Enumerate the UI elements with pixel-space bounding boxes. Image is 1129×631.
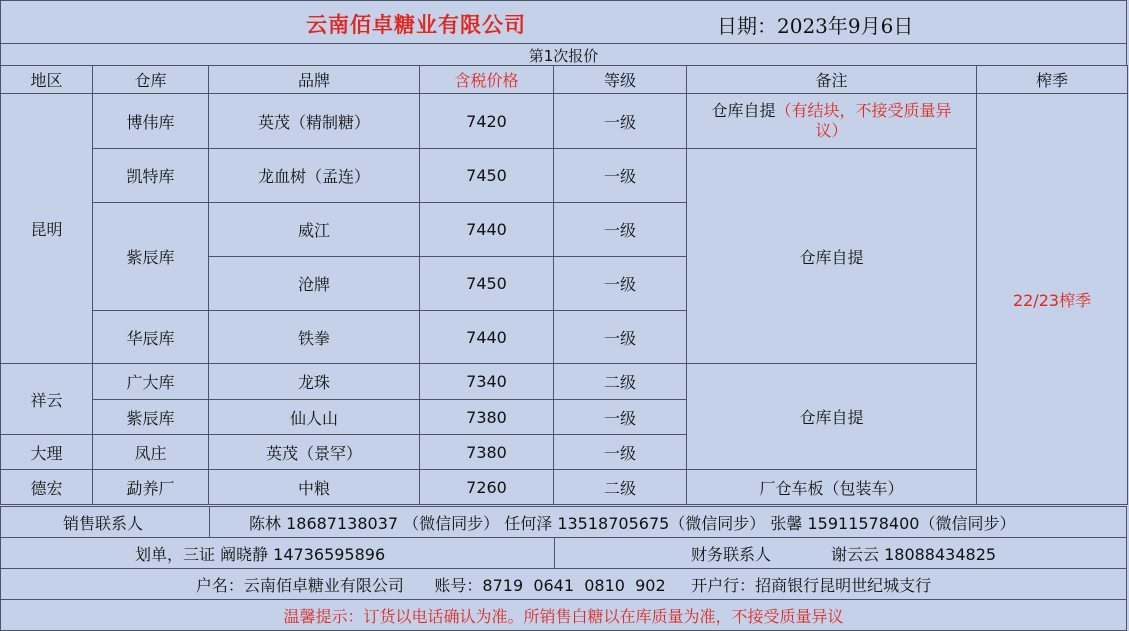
warehouse-cell: 凤庄 — [93, 435, 209, 470]
remark-cell: 仓库自提 — [687, 364, 977, 470]
bank-account: 户名：云南佰卓糖业有限公司 账号：8719 0641 0810 902 开户行：招商银行昆明世纪城支行 — [195, 575, 932, 595]
warm-tip: 温馨提示：订货以电话确认为准。所销售白糖以在库质量为准，不接受质量异议 — [283, 606, 844, 626]
price-cell: 7440 — [420, 311, 554, 364]
brand-cell: 英茂（景罕） — [209, 435, 420, 470]
finance-contact: 谢云云 18088434825 — [831, 544, 997, 564]
brand-cell: 龙血树（孟连） — [209, 149, 420, 203]
table-row — [1, 149, 1128, 203]
grade-cell: 一级 — [554, 94, 687, 149]
tip-row — [0, 600, 1127, 631]
sales-contact-row — [0, 506, 1127, 538]
brand-cell: 威江 — [209, 203, 420, 257]
company-name: 云南佰卓糖业有限公司 — [306, 12, 526, 37]
warehouse-cell: 华辰库 — [93, 311, 209, 364]
col-season-header: 榨季 — [977, 66, 1128, 94]
table-header-row — [1, 66, 1128, 94]
season-cell: 22/23榨季 — [977, 94, 1128, 505]
table-row — [1, 364, 1128, 400]
grade-cell: 二级 — [554, 364, 687, 400]
sales-contacts: 陈林 18687138037 （微信同步） 任何泽 13518705675（微信同步） 张馨 15911578400（微信同步） — [249, 513, 1016, 533]
warehouse-cell: 紫辰库 — [93, 203, 209, 311]
brand-cell: 龙珠 — [209, 364, 420, 400]
remark-cell: 厂仓车板（包装车） — [687, 470, 977, 505]
grade-cell: 一级 — [554, 400, 687, 435]
brand-cell: 仙人山 — [209, 400, 420, 435]
region-cell: 昆明 — [1, 94, 93, 364]
grade-cell: 一级 — [554, 435, 687, 470]
region-cell: 祥云 — [1, 364, 93, 435]
billing-finance-row — [0, 538, 1127, 569]
grade-cell: 一级 — [554, 149, 687, 203]
brand-cell: 英茂（精制糖） — [209, 94, 420, 149]
warehouse-cell: 博伟库 — [93, 94, 209, 149]
region-cell: 德宏 — [1, 470, 93, 505]
warehouse-cell: 广大库 — [93, 364, 209, 400]
warehouse-cell: 紫辰库 — [93, 400, 209, 435]
table-row — [1, 470, 1128, 505]
price-cell: 7340 — [420, 364, 554, 400]
warehouse-cell: 勐养厂 — [93, 470, 209, 505]
col-brand-header: 品牌 — [209, 66, 420, 94]
region-cell: 大理 — [1, 435, 93, 470]
quote-round-row — [0, 44, 1127, 66]
price-cell: 7450 — [420, 149, 554, 203]
price-cell: 7380 — [420, 400, 554, 435]
brand-cell: 铁拳 — [209, 311, 420, 364]
remark-warning: （有结块，不接受质量异议） — [775, 101, 952, 140]
price-cell: 7260 — [420, 470, 554, 505]
grade-cell: 一级 — [554, 311, 687, 364]
remark-cell — [687, 94, 977, 149]
sales-contact-label: 销售联系人 — [63, 513, 144, 533]
warehouse-cell: 凯特库 — [93, 149, 209, 203]
grade-cell: 一级 — [554, 257, 687, 311]
col-grade-header: 等级 — [554, 66, 687, 94]
col-region-header: 地区 — [1, 66, 93, 94]
col-warehouse-header: 仓库 — [93, 66, 209, 94]
title-row — [0, 0, 1127, 44]
bank-account-row — [0, 569, 1127, 600]
price-table — [0, 65, 1128, 505]
remark-cell: 仓库自提 — [687, 149, 977, 364]
table-row — [1, 94, 1128, 149]
remark-text: 仓库自提 — [711, 101, 776, 120]
billing-contact: 划单，三证 阚晓静 14736595896 — [135, 544, 386, 564]
price-cell: 7420 — [420, 94, 554, 149]
price-cell: 7440 — [420, 203, 554, 257]
grade-cell: 二级 — [554, 470, 687, 505]
brand-cell: 沧牌 — [209, 257, 420, 311]
price-cell: 7380 — [420, 435, 554, 470]
quote-date: 日期：2023年9月6日 — [717, 14, 914, 38]
brand-cell: 中粮 — [209, 470, 420, 505]
finance-contact-label: 财务联系人 — [691, 544, 772, 564]
quote-round: 第1次报价 — [528, 46, 599, 65]
col-remark-header: 备注 — [687, 66, 977, 94]
price-cell: 7450 — [420, 257, 554, 311]
grade-cell: 一级 — [554, 203, 687, 257]
col-price-header: 含税价格 — [420, 66, 554, 94]
